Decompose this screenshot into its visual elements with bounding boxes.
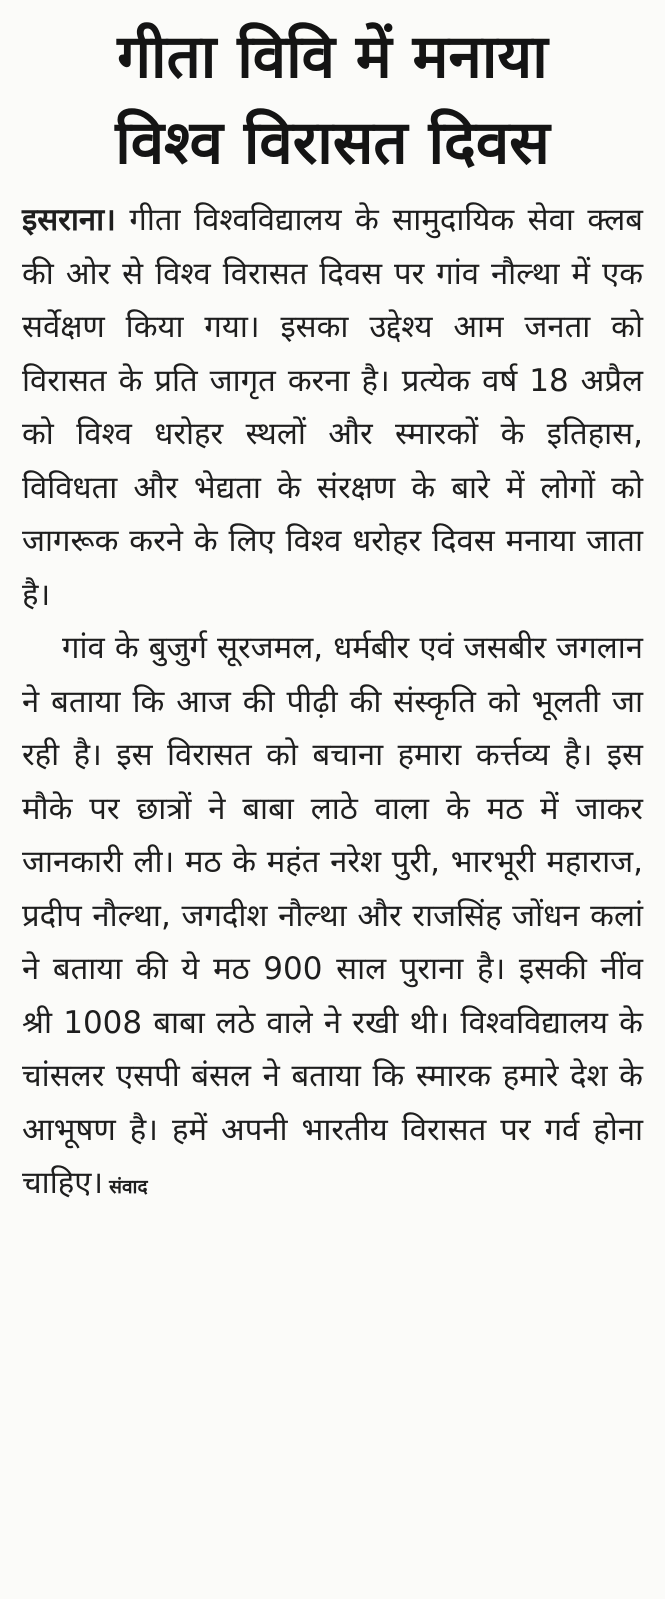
paragraph-1-text: गीता विश्वविद्यालय के सामुदायिक सेवा क्लब की ओर से विश्व विरासत दिवस पर गांव नौल्था में एक सर्वेक्षण किया गया। इसका उद्देश्य आम जनता को विरासत के प्रति जागृत करना है। प्रत्येक वर्ष 18 अप्रैल को विश्व धरोहर स्थलों और स्मारकों के इतिहास, विविधता और भेद्यता के संरक्षण के बारे में लोगों को जागरूक करने के लिए विश्व धरोहर दिवस मनाया जाता है।: [22, 202, 643, 613]
headline-line-1: गीता विवि में मनाया: [117, 22, 548, 92]
dateline: इसराना।: [22, 202, 116, 238]
paragraph-2-text: गांव के बुजुर्ग सूरजमल, धर्मबीर एवं जसबीर जगलान ने बताया कि आज की पीढ़ी की संस्कृति को भूलती जा रही है। इस विरासत को बचाना हमारा कर्त्तव्य है। इस मौके पर छात्रों ने बाबा लाठे वाला के मठ में जाकर जानकारी ली। मठ के महंत नरेश पुरी, भारभूरी महाराज, प्रदीप नौल्था, जगदीश नौल्था और राजसिंह जोंधन कलां ने बताया की ये मठ 900 साल पुराना है। इसकी नींव श्री 1008 बाबा लठे वाले ने रखी थी। विश्वविद्यालय के चांसलर एसपी बंसल ने बताया कि स्मारक हमारे देश के आभूषण है। हमें अपनी भारतीय विरासत पर गर्व होना चाहिए।: [22, 630, 643, 1201]
paragraph-2: [22, 622, 643, 1215]
headline-line-2: विश्व विरासत दिवस: [115, 108, 550, 178]
article-body: [22, 194, 643, 1215]
headline: [22, 14, 643, 186]
paragraph-1: [22, 194, 643, 622]
byline-credit: संवाद: [109, 1176, 148, 1198]
